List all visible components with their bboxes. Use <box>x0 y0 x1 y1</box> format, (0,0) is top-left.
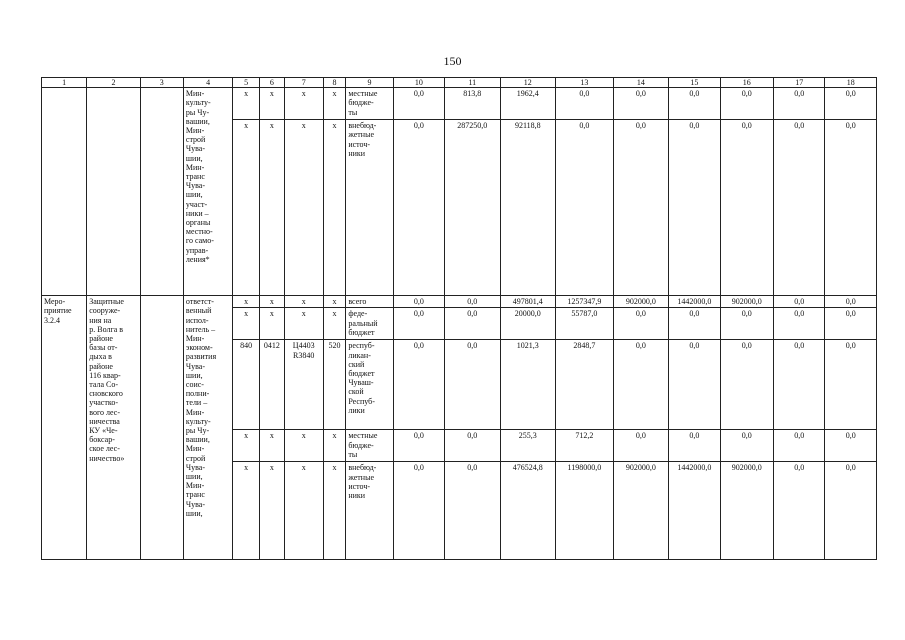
cell-value: 902000,0 <box>613 462 669 560</box>
cell-grbs: х <box>233 308 260 340</box>
cell-value: 0,0 <box>720 120 773 296</box>
cell-value: 0,0 <box>393 462 444 560</box>
cell-expense-group: х <box>323 120 346 296</box>
column-header: 9 <box>346 78 393 88</box>
cell-value: 1257347,9 <box>556 296 614 308</box>
cell-col3 <box>140 296 183 560</box>
cell-section: х <box>259 308 284 340</box>
cell-value: 0,0 <box>774 120 825 296</box>
budget-table <box>41 77 877 560</box>
cell-value: 0,0 <box>613 120 669 296</box>
cell-expense-group: х <box>323 462 346 560</box>
cell-funding-source: феде- ральный бюджет <box>346 308 393 340</box>
table-row <box>42 88 877 120</box>
cell-value: 0,0 <box>445 462 501 560</box>
cell-funding-source: местные бюдже- ты <box>346 88 393 120</box>
table-row <box>42 296 877 308</box>
cell-value: 0,0 <box>720 308 773 340</box>
cell-funding-source: внебюд- жетные источ- ники <box>346 120 393 296</box>
cell-value: 0,0 <box>825 462 877 560</box>
cell-value: 0,0 <box>393 296 444 308</box>
cell-value: 0,0 <box>669 430 720 462</box>
cell-target-article: х <box>284 88 323 120</box>
cell-value: 0,0 <box>393 340 444 430</box>
cell-value: 497801,4 <box>500 296 556 308</box>
column-header: 1 <box>42 78 87 88</box>
cell-expense-group: 520 <box>323 340 346 430</box>
cell-value: 0,0 <box>825 340 877 430</box>
cell-target-article: х <box>284 462 323 560</box>
cell-value: 902000,0 <box>613 296 669 308</box>
cell-target-article: х <box>284 120 323 296</box>
cell-value: 0,0 <box>720 88 773 120</box>
cell-value: 20000,0 <box>500 308 556 340</box>
column-header: 17 <box>774 78 825 88</box>
cell-expense-group: х <box>323 430 346 462</box>
activity-number-cell: Меро- приятие 3.2.4 <box>42 296 87 560</box>
cell-value: 712,2 <box>556 430 614 462</box>
column-header: 18 <box>825 78 877 88</box>
activity-name-cell: Защитные сооруже- ния на р. Волга в районе базы от- дыха в районе 116 квар- тала Со- сновского участко- вого лес- ничества КУ «Че- боксар- ское лес- ничество» <box>87 296 140 560</box>
cell-value: 902000,0 <box>720 462 773 560</box>
column-header: 4 <box>183 78 232 88</box>
cell-value: 0,0 <box>613 88 669 120</box>
cell-col2 <box>87 88 140 296</box>
cell-value: 287250,0 <box>445 120 501 296</box>
cell-grbs: х <box>233 88 260 120</box>
cell-value: 0,0 <box>393 120 444 296</box>
cell-value: 0,0 <box>774 88 825 120</box>
cell-value: 92118,8 <box>500 120 556 296</box>
cell-value: 0,0 <box>393 308 444 340</box>
cell-value: 0,0 <box>445 340 501 430</box>
cell-value: 1442000,0 <box>669 296 720 308</box>
cell-value: 0,0 <box>393 430 444 462</box>
cell-value: 255,3 <box>500 430 556 462</box>
cell-value: 0,0 <box>825 430 877 462</box>
cell-target-article: х <box>284 430 323 462</box>
cell-grbs: х <box>233 462 260 560</box>
column-header: 3 <box>140 78 183 88</box>
table-body <box>42 88 877 560</box>
cell-grbs: х <box>233 296 260 308</box>
cell-value: 1962,4 <box>500 88 556 120</box>
cell-expense-group: х <box>323 308 346 340</box>
cell-expense-group: х <box>323 296 346 308</box>
cell-value: 0,0 <box>774 462 825 560</box>
column-header: 12 <box>500 78 556 88</box>
page-number: 150 <box>443 54 462 68</box>
cell-value: 0,0 <box>669 120 720 296</box>
cell-value: 902000,0 <box>720 296 773 308</box>
cell-section: х <box>259 88 284 120</box>
cell-value: 0,0 <box>445 296 501 308</box>
cell-grbs: х <box>233 120 260 296</box>
cell-value: 0,0 <box>774 430 825 462</box>
cell-section: х <box>259 430 284 462</box>
cell-grbs: х <box>233 430 260 462</box>
cell-expense-group: х <box>323 88 346 120</box>
cell-value: 0,0 <box>825 120 877 296</box>
cell-col1 <box>42 88 87 296</box>
cell-value: 0,0 <box>669 340 720 430</box>
cell-value: 0,0 <box>774 308 825 340</box>
column-header: 5 <box>233 78 260 88</box>
cell-value: 0,0 <box>825 308 877 340</box>
cell-value: 0,0 <box>825 296 877 308</box>
responsible-executors-cell: ответст- венный испол- нитель – Мин- эконом- развития Чува- шии, соис- полни- тели – Мин- культу- ры Чу- вашии, Мин- строй Чува- шии, Мин- транс Чува- шии, <box>183 296 232 560</box>
column-header: 2 <box>87 78 140 88</box>
cell-grbs: 840 <box>233 340 260 430</box>
cell-value: 1198000,0 <box>556 462 614 560</box>
cell-value: 0,0 <box>613 430 669 462</box>
cell-value: 1021,3 <box>500 340 556 430</box>
cell-section: х <box>259 462 284 560</box>
cell-funding-source: внебюд- жетные источ- ники <box>346 462 393 560</box>
column-header: 16 <box>720 78 773 88</box>
cell-value: 0,0 <box>774 296 825 308</box>
cell-value: 813,8 <box>445 88 501 120</box>
cell-target-article: х <box>284 308 323 340</box>
cell-value: 0,0 <box>445 308 501 340</box>
cell-funding-source: всего <box>346 296 393 308</box>
cell-value: 0,0 <box>669 308 720 340</box>
cell-value: 476524,8 <box>500 462 556 560</box>
column-header: 6 <box>259 78 284 88</box>
cell-value: 1442000,0 <box>669 462 720 560</box>
cell-value: 2848,7 <box>556 340 614 430</box>
cell-value: 0,0 <box>613 308 669 340</box>
column-header: 13 <box>556 78 614 88</box>
column-header: 10 <box>393 78 444 88</box>
column-header: 14 <box>613 78 669 88</box>
cell-target-article: Ц4403 R3840 <box>284 340 323 430</box>
column-header: 7 <box>284 78 323 88</box>
column-header: 11 <box>445 78 501 88</box>
cell-value: 0,0 <box>720 340 773 430</box>
cell-value: 55787,0 <box>556 308 614 340</box>
cell-col3 <box>140 88 183 296</box>
cell-funding-source: респуб- ликан- ский бюджет Чуваш- ской Респуб- лики <box>346 340 393 430</box>
cell-section: 0412 <box>259 340 284 430</box>
cell-value: 0,0 <box>613 340 669 430</box>
cell-section: х <box>259 120 284 296</box>
cell-target-article: х <box>284 296 323 308</box>
cell-value: 0,0 <box>445 430 501 462</box>
cell-section: х <box>259 296 284 308</box>
column-number-row <box>42 78 877 88</box>
cell-value: 0,0 <box>393 88 444 120</box>
cell-value: 0,0 <box>774 340 825 430</box>
cell-funding-source: местные бюдже- ты <box>346 430 393 462</box>
column-header: 8 <box>323 78 346 88</box>
column-header: 15 <box>669 78 720 88</box>
responsible-executors-cell: Мин- культу- ры Чу- вашии, Мин- строй Чува- шии, Мин- транс Чува- шии, участ- ники – органы местно- го само- управ- ления* <box>183 88 232 296</box>
cell-value: 0,0 <box>556 120 614 296</box>
cell-value: 0,0 <box>825 88 877 120</box>
cell-value: 0,0 <box>556 88 614 120</box>
cell-value: 0,0 <box>669 88 720 120</box>
cell-value: 0,0 <box>720 430 773 462</box>
